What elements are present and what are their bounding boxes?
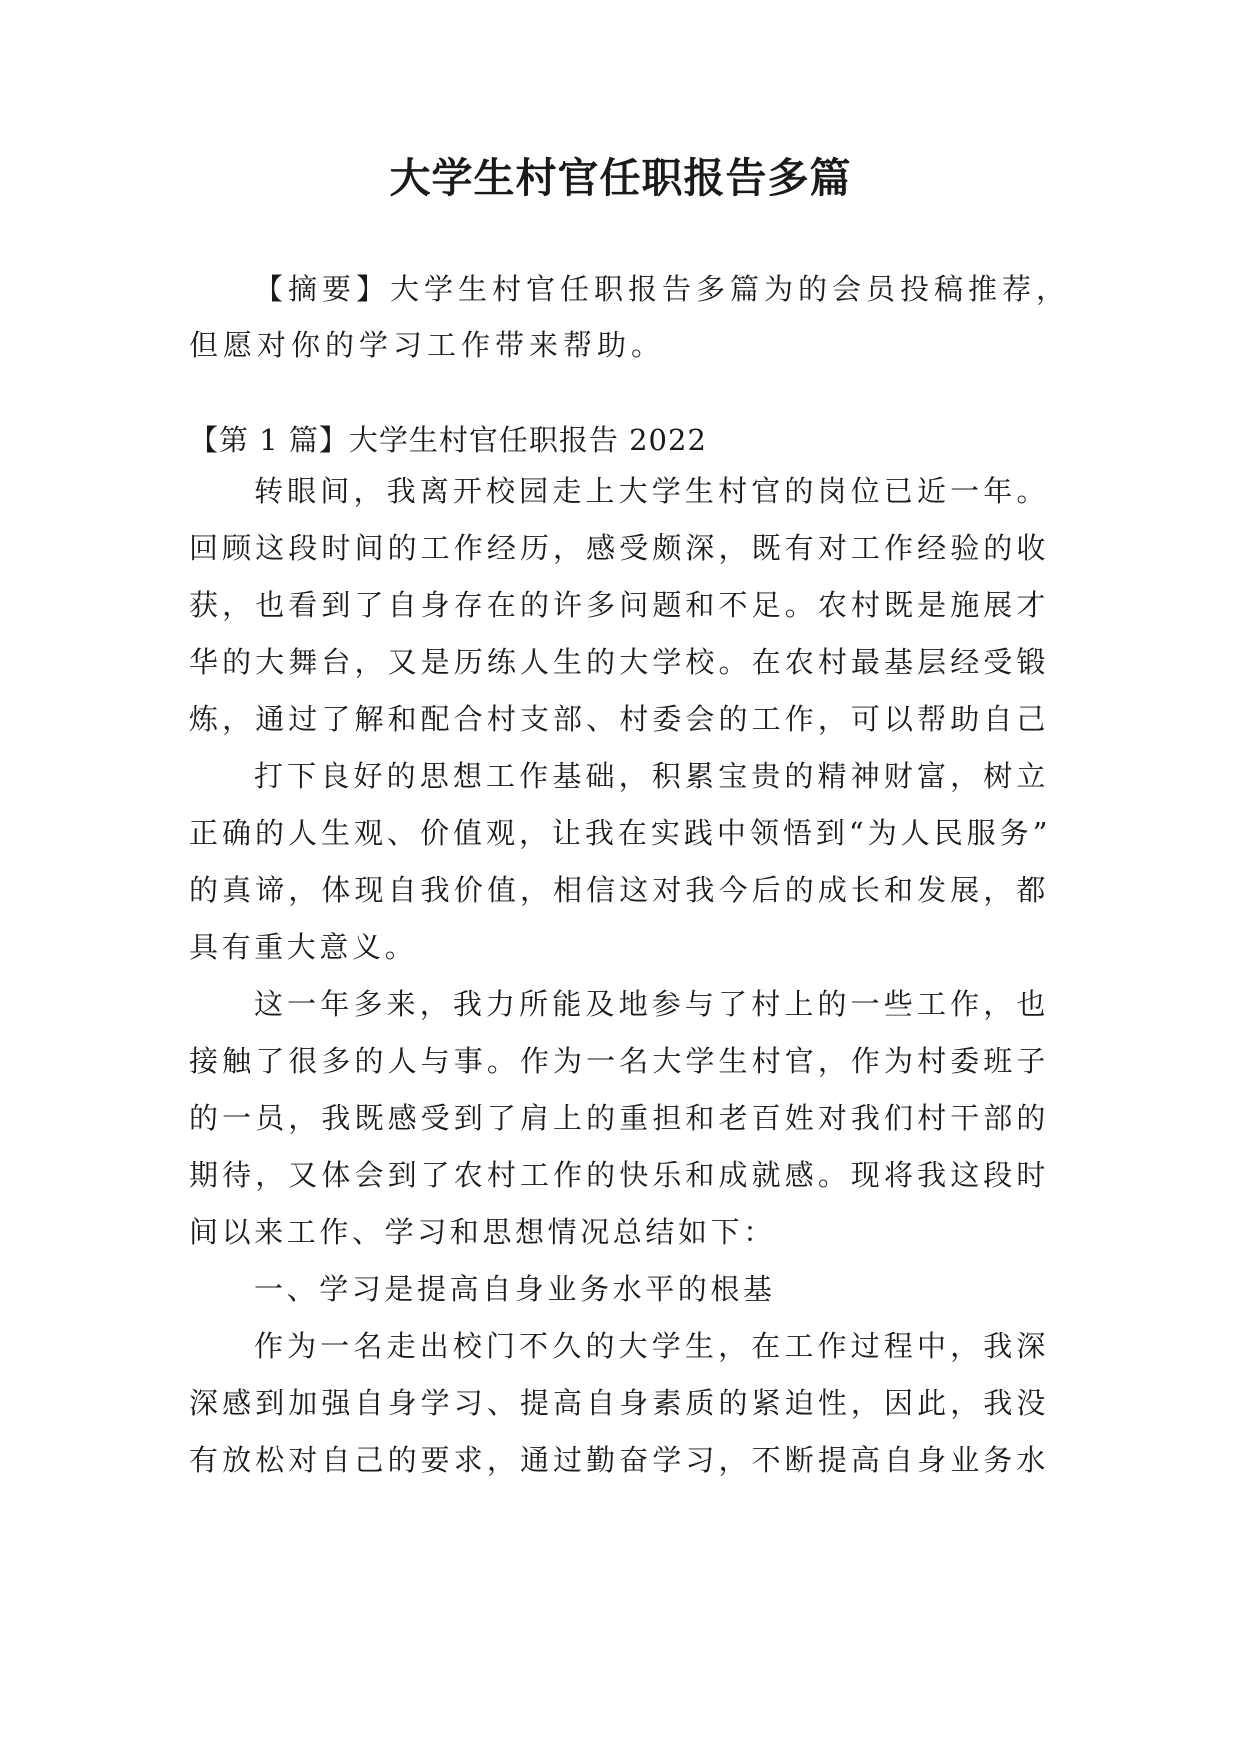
body-line: 作为一名走出校门不久的大学生，在工作过程中，我深	[254, 1329, 1049, 1363]
section-heading: 【第 1 篇】大学生村官任职报告 2022	[189, 423, 707, 457]
body-line: 转眼间，我离开校园走上大学生村官的岗位已近一年。	[254, 474, 1049, 508]
abstract-line-1: 【摘要】大学生村官任职报告多篇为的会员投稿推荐，	[254, 272, 1071, 306]
body-line: 这一年多来，我力所能及地参与了村上的一些工作，也	[254, 987, 1049, 1021]
body-line: 有放松对自己的要求，通过勤奋学习，不断提高自身业务水	[189, 1443, 1049, 1477]
body-line: 打下良好的思想工作基础，积累宝贵的精神财富，树立	[254, 759, 1049, 793]
body-line: 正确的人生观、价值观，让我在实践中领悟到“为人民服务”	[189, 816, 1049, 850]
document-title: 大学生村官任职报告多篇	[389, 154, 852, 202]
body-line: 炼，通过了解和配合村支部、村委会的工作，可以帮助自己	[189, 702, 1049, 736]
body-line: 间以来工作、学习和思想情况总结如下：	[189, 1215, 776, 1249]
body-line: 回顾这段时间的工作经历，感受颇深，既有对工作经验的收	[189, 531, 1049, 565]
subheading: 一、学习是提高自身业务水平的根基	[254, 1272, 776, 1306]
body-line: 深感到加强自身学习、提高自身素质的紧迫性，因此，我没	[189, 1386, 1049, 1420]
body-line: 获，也看到了自身存在的许多问题和不足。农村既是施展才	[189, 588, 1049, 622]
body-line: 具有重大意义。	[189, 930, 418, 964]
body-line: 的真谛，体现自我价值，相信这对我今后的成长和发展，都	[189, 873, 1049, 907]
body-line: 期待，又体会到了农村工作的快乐和成就感。现将我这段时	[189, 1158, 1049, 1192]
body-line: 华的大舞台，又是历练人生的大学校。在农村最基层经受锻	[189, 645, 1049, 679]
body-line: 的一员，我既感受到了肩上的重担和老百姓对我们村干部的	[189, 1101, 1049, 1135]
body-line: 接触了很多的人与事。作为一名大学生村官，作为村委班子	[189, 1044, 1049, 1078]
abstract-line-2: 但愿对你的学习工作带来帮助。	[189, 328, 666, 362]
